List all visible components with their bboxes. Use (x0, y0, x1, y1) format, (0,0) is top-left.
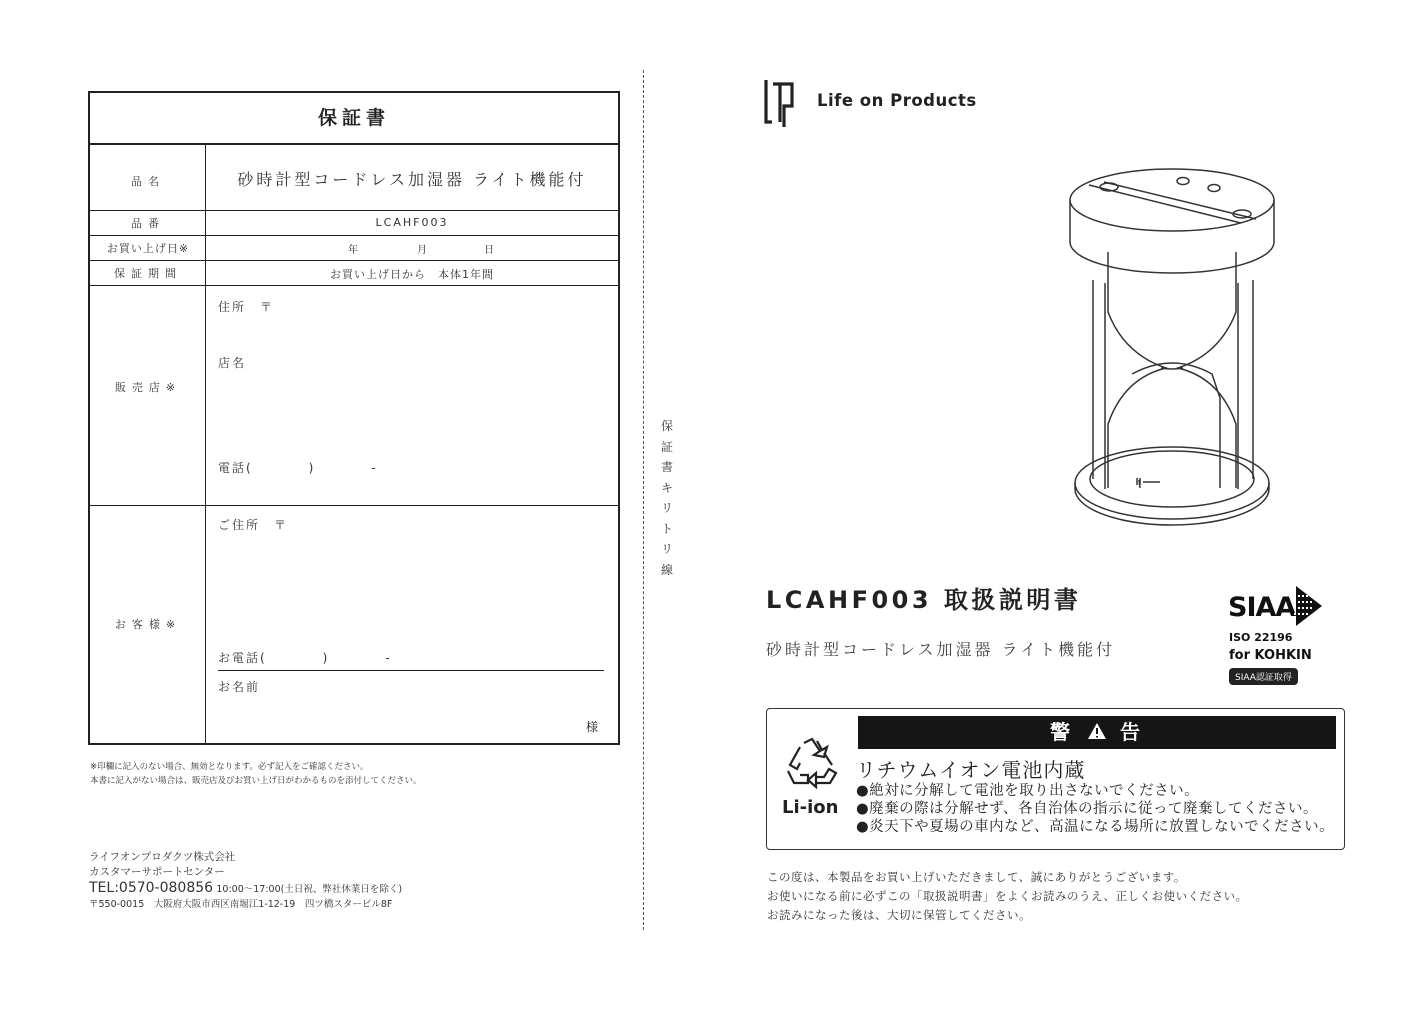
warning-header (858, 716, 1336, 749)
customer-name-field: お名前 (218, 680, 261, 694)
brand-logo (764, 76, 796, 132)
warranty-title: 保証書 (317, 107, 390, 129)
model-value: LCAHF003 (375, 216, 449, 229)
warning-item-2: ●廃棄の際は分解せず、各自治体の指示に従って廃棄してください。 (856, 801, 1318, 817)
warranty-notes (90, 760, 422, 788)
manual-title: LCAHF003 取扱説明書 (766, 586, 1082, 614)
store-phone-field: 電話( ) - (218, 461, 378, 475)
customer-address-field: ご住所 〒 (218, 518, 289, 532)
customer-label: お客様※ (114, 618, 182, 631)
siaa-mark (1228, 584, 1328, 688)
model-label: 品番 (131, 217, 165, 230)
company-address: 〒550-0015 大阪府大阪市西区南堀江1-12-19 四ツ橋スタービル8F (89, 899, 393, 910)
day-label: 日 (484, 245, 494, 256)
product-illustration (1060, 162, 1286, 534)
warning-item-3: ●炎天下や夏場の車内など、高温になる場所に放置しないでください。 (856, 819, 1335, 835)
brand-name: Life on Products (817, 91, 977, 110)
company-hours: 10:00〜17:00(土日祝、弊社休業日を除く) (216, 884, 403, 895)
siaa-certified-badge: SIAA認証取得 (1229, 668, 1298, 685)
company-name: ライフオンプロダクツ株式会社 (89, 851, 236, 863)
warranty-note-2: 本書に記入がない場合は、販売店及びお買い上げ日がわかるものを添付してください。 (90, 776, 422, 786)
siaa-iso: ISO 22196 (1229, 631, 1293, 644)
purchase-date-label: お買い上げ日※ (106, 242, 190, 255)
li-ion-label: Li-ion (782, 797, 839, 818)
thanks-line-1: この度は、本製品をお買い上げいただきまして、誠にありがとうございます。 (767, 870, 1186, 884)
company-department: カスタマーサポートセンター (89, 866, 225, 878)
store-name-field: 店名 (218, 356, 247, 370)
warning-header-left: 警 (1050, 720, 1075, 744)
warning-triangle-icon (1087, 722, 1107, 740)
brand-logo-icon (764, 76, 796, 128)
recycle-mark (780, 737, 844, 818)
manual-subtitle: 砂時計型コードレス加湿器 ライト機能付 (766, 640, 1116, 659)
warranty-note-1: ※印欄に記入のない場合、無効となります。必ず記入をご確認ください。 (90, 762, 369, 772)
thanks-text (767, 868, 1248, 925)
siaa-kohkin: for KOHKIN (1229, 648, 1312, 663)
customer-phone-field: お電話( ) - (218, 651, 392, 665)
period-label: 保証期間 (114, 267, 182, 280)
warning-heading: リチウムイオン電池内蔵 (856, 758, 1086, 782)
cut-line (643, 70, 644, 930)
thanks-line-3: お読みになった後は、大切に保管してください。 (767, 908, 1031, 922)
siaa-logo: SIAA (1228, 592, 1296, 623)
warning-list (856, 782, 1334, 836)
warranty-card (88, 91, 620, 745)
year-label: 年 (348, 245, 358, 256)
warning-header-right: 告 (1119, 720, 1144, 744)
month-label: 月 (417, 245, 427, 256)
company-info (89, 850, 402, 912)
store-label: 販売店※ (114, 381, 182, 394)
cut-line-label: 保証書キリトリ線 (660, 419, 673, 577)
honorific: 様 (585, 720, 598, 734)
recycle-icon (780, 737, 844, 795)
period-value: お買い上げ日から 本体1年間 (330, 268, 494, 281)
warning-item-1: ●絶対に分解して電池を取り出さないでください。 (856, 783, 1200, 799)
thanks-line-2: お使いになる前に必ずこの「取扱説明書」をよくお読みのうえ、正しくお使いください。 (767, 889, 1248, 903)
store-address-field: 住所 〒 (218, 300, 275, 314)
siaa-arrow-icon (1288, 584, 1324, 628)
product-name-label: 品名 (131, 175, 165, 188)
product-name-value: 砂時計型コードレス加湿器 ライト機能付 (237, 170, 587, 189)
hourglass-humidifier-image (1060, 162, 1286, 530)
company-tel: TEL:0570-080856 (89, 880, 214, 896)
